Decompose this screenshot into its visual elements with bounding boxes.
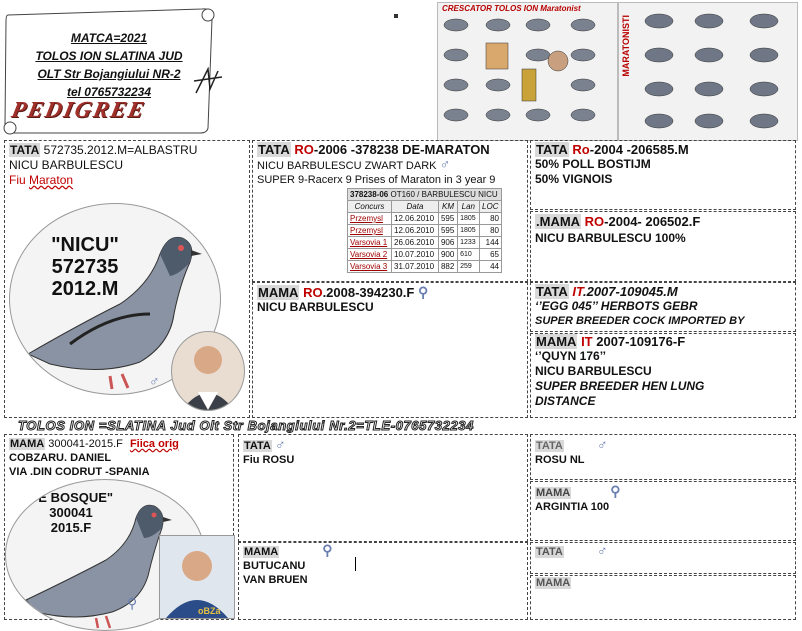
cock-ring: 572735.2012.M=ALBASTRU — [43, 143, 198, 157]
header-owner: TOLOS ION SLATINA JUD — [35, 49, 183, 63]
signature-icon — [192, 67, 226, 97]
results-cell: 1233 — [458, 237, 479, 249]
banner-collage-right — [618, 2, 798, 141]
results-cell: 65 — [479, 249, 501, 261]
sire-tata-label: TATA — [258, 142, 290, 157]
cock-photo-ring: 572735 — [51, 256, 119, 278]
results-cell: 900 — [438, 249, 457, 261]
hen-grandsire-2-box — [530, 542, 796, 574]
table-row — [348, 213, 502, 225]
results-cell: 595 — [438, 225, 457, 237]
breeder-photo-cock — [171, 331, 245, 411]
male-symbol-icon: ♂ — [274, 436, 286, 452]
banner-left-title: CRESCATOR TOLOS ION Maratonist — [442, 4, 581, 13]
cock-photo-year: 2012.M — [51, 278, 119, 300]
dos-line2: NICU BARBULESCU — [257, 300, 374, 314]
male-symbol-icon: ♂ — [596, 542, 608, 558]
hen-sire-box — [238, 434, 528, 542]
hen-line2: COBZARU. DANIEL — [9, 452, 112, 464]
hen-box — [4, 434, 234, 620]
header-address: OLT Str Bojangiului NR-2 — [37, 67, 181, 81]
results-cell: 259 — [458, 261, 479, 273]
brand-pedigree: PEDIGREE — [9, 97, 149, 122]
sire-line3: SUPER 9-Racerx 9 Prises of Maraton in 3 year 9 — [257, 174, 496, 186]
hgs1-line2: ROSU NL — [535, 454, 585, 466]
male-symbol-icon: ♂ — [596, 436, 608, 452]
dos-mama-label: MAMA — [258, 285, 299, 300]
granddam-2-box — [530, 333, 796, 418]
gd1-line2: NICU BARBULESCU 100% — [535, 231, 686, 245]
female-symbol-icon: ⚲ — [127, 595, 138, 611]
gd2-line3: NICU BARBULESCU — [535, 364, 652, 378]
hen-sire-line2: Fiu ROSU — [243, 454, 295, 466]
results-col-header: KM — [438, 201, 457, 213]
male-symbol-icon: ♂ — [439, 156, 451, 172]
hen-dam-box — [238, 542, 528, 620]
dos-ring: .2008-394230.F — [322, 285, 415, 300]
gs2-tata-label: TATA — [536, 284, 568, 299]
hen-sire-tata-label: TATA — [244, 440, 271, 452]
results-cell: 1805 — [458, 213, 479, 225]
results-table — [347, 188, 502, 273]
granddam-1-box — [530, 211, 796, 282]
gs1-ring: -2004 -206585.M — [589, 142, 689, 157]
banner-pigeons-right-icon — [619, 3, 797, 140]
banner-right-title: MARATONISTI — [621, 15, 631, 77]
header-phone: tel 0765732234 — [66, 85, 152, 99]
gs2-ring: .2007-109045.M — [582, 284, 678, 299]
table-row — [348, 249, 502, 261]
hen-granddam-1-box — [530, 481, 796, 541]
banner-pigeons-icon — [438, 13, 617, 141]
cock-box — [4, 140, 250, 418]
gd1-prefix: RO — [584, 214, 605, 229]
gs1-prefix: Ro — [572, 142, 590, 157]
gd2-mama-label: MAMA — [536, 334, 577, 349]
results-title-ring: 378238-06 — [350, 190, 389, 199]
results-cell: 610 — [458, 249, 479, 261]
hen-ring: 300041-2015.F — [45, 438, 123, 450]
gd1-mama-label: .MAMA — [536, 214, 581, 229]
results-cell: 12.06.2010 — [392, 213, 439, 225]
gd2-line5: DISTANCE — [535, 394, 596, 408]
hgd2-mama-label: MAMA — [536, 577, 571, 589]
grandsire-1-box — [530, 140, 796, 210]
results-col-header: Concurs — [348, 201, 392, 213]
results-cell: 44 — [479, 261, 501, 273]
sire-box — [252, 140, 528, 282]
results-cell: 80 — [479, 213, 501, 225]
female-symbol-icon: ⚲ — [417, 284, 429, 300]
female-symbol-icon: ⚲ — [322, 542, 333, 558]
results-cell: 144 — [479, 237, 501, 249]
gd1-ring: -2004- 206502.F — [604, 214, 701, 229]
results-cell: 1805 — [458, 225, 479, 237]
hen-photo-ring: 300041 — [49, 505, 93, 520]
header-year: MATCA=2021 — [70, 31, 148, 45]
hen-fiica: Fiica orig — [129, 438, 179, 450]
gs2-line2: ‘’EGG 045’’ HERBOTS GEBR — [535, 299, 698, 313]
text-cursor — [355, 557, 356, 571]
sire-prefix: RO — [294, 142, 314, 157]
gd2-prefix: IT — [581, 334, 593, 349]
table-row — [348, 225, 502, 237]
header-scroll — [2, 3, 216, 136]
hen-dam-mama-label: MAMA — [244, 546, 279, 558]
stray-mark — [394, 14, 398, 18]
grandsire-2-box — [530, 282, 796, 332]
results-table-wrap — [347, 188, 502, 273]
hen-photo-year: 2015.F — [50, 520, 92, 535]
divider-owner-line: TOLOS ION =SLATINA Jud Olt Str Bojangiului Nr.2=TLE-0765732234 — [18, 418, 474, 433]
results-race-link[interactable]: Przemysl — [348, 225, 392, 237]
results-cell: 595 — [438, 213, 457, 225]
results-cell: 12.06.2010 — [392, 225, 439, 237]
breeder-photo-hen — [159, 535, 235, 619]
gs1-line3: 50% VIGNOIS — [535, 172, 613, 186]
cock-maraton: Maraton — [29, 173, 74, 187]
gd2-line4: SUPER BREEDER HEN LUNG — [535, 379, 705, 393]
results-cell: 906 — [438, 237, 457, 249]
svg-text:oBZa: oBZa — [198, 606, 221, 616]
hen-line3: VIA .DIN CODRUT -SPANIA — [9, 466, 150, 478]
results-cell: 31.07.2010 — [392, 261, 439, 273]
results-race-link[interactable]: Przemysl — [348, 213, 392, 225]
gd2-ring: 2007-109176-F — [592, 334, 686, 349]
hen-granddam-2-box — [530, 575, 796, 620]
gd2-line2: ‘’QUYN 176’’ — [535, 349, 606, 363]
cock-owner: NICU BARBULESCU — [9, 158, 124, 172]
hgd1-mama-label: MAMA — [536, 487, 571, 499]
cock-fiu: Fiu — [9, 173, 30, 187]
results-cell: 10.07.2010 — [392, 249, 439, 261]
table-row — [348, 237, 502, 249]
results-race-link[interactable]: Varsovia 3 — [348, 261, 392, 273]
dos-prefix: RO — [303, 285, 323, 300]
sire-line2: NICU BARBULESCU ZWART DARK — [257, 160, 437, 172]
results-col-header: Lan — [458, 201, 479, 213]
hen-photo-name: DE BOSQUE" — [28, 490, 114, 505]
results-col-header: LOC — [479, 201, 501, 213]
gs2-line3: SUPER BREEDER COCK IMPORTED BY — [535, 315, 745, 327]
hgs2-tata-label: TATA — [536, 546, 563, 558]
dam-of-sire-box — [252, 282, 528, 418]
results-cell: 882 — [438, 261, 457, 273]
hen-grandsire-1-box — [530, 434, 796, 480]
results-cell: 80 — [479, 225, 501, 237]
hen-dam-line2: BUTUCANU — [243, 560, 306, 572]
results-race-link[interactable]: Varsovia 1 — [348, 237, 392, 249]
hen-mama-label: MAMA — [10, 438, 45, 450]
male-symbol-icon: ♂ — [149, 373, 160, 389]
banner-collage — [437, 2, 618, 141]
hgs1-tata-label: TATA — [536, 440, 563, 452]
hen-dam-line3: VAN BRUEN — [243, 574, 308, 586]
table-row — [348, 261, 502, 273]
gs2-prefix: IT — [572, 284, 583, 299]
results-col-header: Data — [392, 201, 439, 213]
female-symbol-icon: ⚲ — [610, 483, 621, 499]
results-cell: 26.06.2010 — [392, 237, 439, 249]
hgd1-line2: ARGINTIA 100 — [535, 501, 610, 513]
cock-tata-label: TATA — [10, 143, 40, 157]
results-title-rest: OT160 / BARBULESCU NICU — [390, 190, 498, 199]
gs1-line2: 50% POLL BOSTIJM — [535, 157, 651, 171]
sire-ring: -2006 -378238 DE-MARATON — [313, 142, 490, 157]
results-race-link[interactable]: Varsovia 2 — [348, 249, 392, 261]
cock-photo-name: "NICU" — [51, 234, 119, 256]
gs1-tata-label: TATA — [536, 142, 568, 157]
